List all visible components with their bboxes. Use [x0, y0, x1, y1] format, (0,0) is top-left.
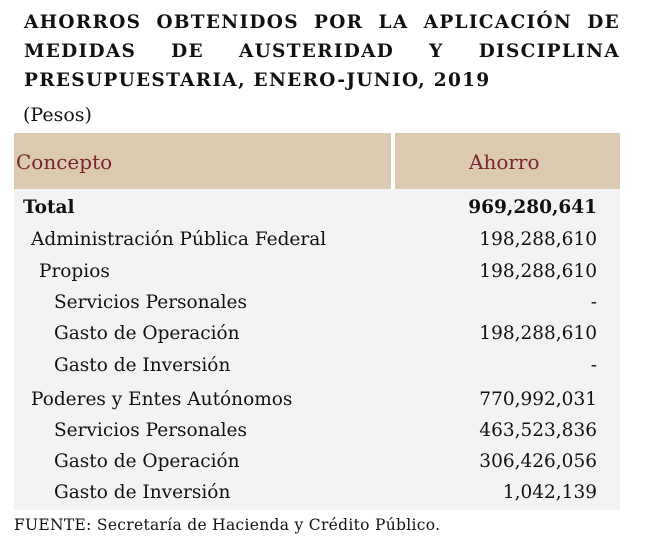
document-title — [24, 8, 620, 95]
table-row — [14, 318, 620, 349]
row-label: Propios — [39, 261, 110, 282]
units-label: (Pesos) — [23, 104, 92, 126]
column-header-savings — [395, 133, 620, 189]
table-row — [14, 415, 620, 446]
source-note: FUENTE: Secretaría de Hacienda y Crédito Público. — [14, 516, 441, 534]
row-value: 770,992,031 — [479, 389, 597, 410]
row-value: - — [590, 292, 597, 313]
row-value: 306,426,056 — [479, 451, 597, 472]
table-row — [14, 477, 620, 508]
table-row — [14, 384, 620, 415]
row-label: Servicios Personales — [54, 420, 247, 441]
row-value: 969,280,641 — [468, 197, 597, 218]
row-label: Poderes y Entes Autónomos — [31, 389, 293, 410]
table-row — [14, 224, 620, 255]
row-label: Gasto de Operación — [54, 451, 240, 472]
table-row — [14, 446, 620, 477]
column-header-concept-label: Concepto — [16, 150, 113, 174]
row-label: Gasto de Inversión — [54, 482, 231, 503]
table-row — [14, 350, 620, 381]
row-label: Gasto de Inversión — [54, 355, 231, 376]
column-header-concept — [14, 133, 391, 189]
column-header-savings-label: Ahorro — [469, 150, 540, 174]
title-line-1: AHORROS OBTENIDOS POR LA APLICACIÓN DE — [24, 12, 620, 33]
row-value: 198,288,610 — [479, 229, 597, 250]
row-label: Gasto de Operación — [54, 323, 240, 344]
row-label: Administración Pública Federal — [31, 229, 327, 250]
table-row-total — [14, 192, 620, 223]
title-line-3: PRESUPUESTARIA, ENERO-JUNIO, 2019 — [24, 70, 491, 91]
row-value: - — [590, 355, 597, 376]
row-value: 198,288,610 — [479, 261, 597, 282]
row-label: Total — [23, 197, 75, 218]
row-value: 198,288,610 — [479, 323, 597, 344]
row-value: 1,042,139 — [502, 482, 597, 503]
title-line-2: MEDIDAS DE AUSTERIDAD Y DISCIPLINA — [24, 41, 620, 62]
table-row — [14, 256, 620, 287]
row-label: Servicios Personales — [54, 292, 247, 313]
table-row — [14, 287, 620, 318]
row-value: 463,523,836 — [479, 420, 597, 441]
